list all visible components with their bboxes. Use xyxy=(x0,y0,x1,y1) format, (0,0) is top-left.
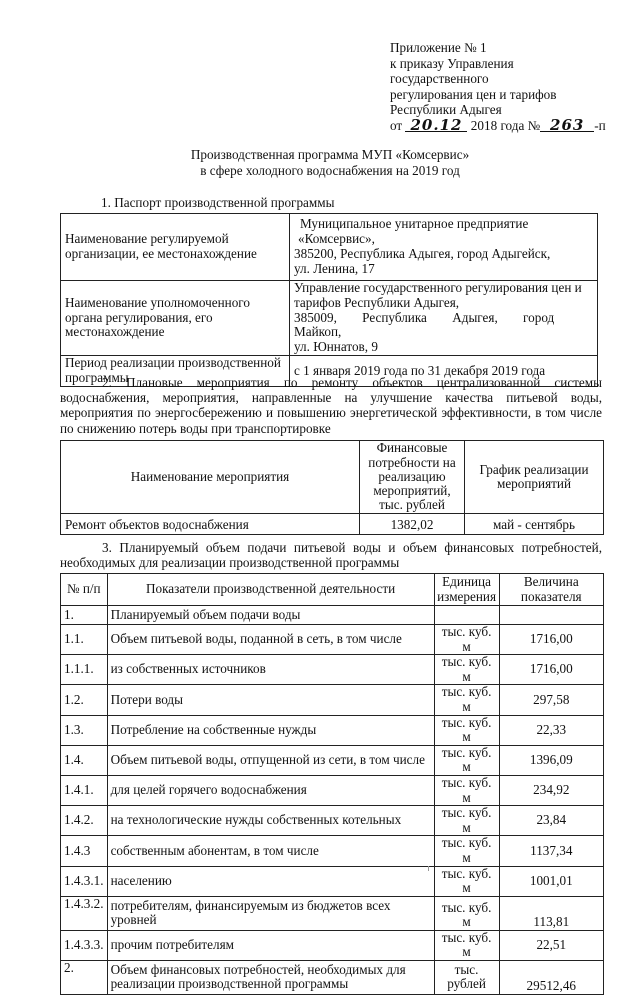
passport-label: Наименование регулируемой организации, ее местонахождение xyxy=(61,214,290,281)
appendix-line: государственного xyxy=(390,71,489,87)
table-row xyxy=(61,715,604,745)
row-number: 1.3. xyxy=(61,715,108,745)
appendix-line: к приказу Управления xyxy=(390,55,514,71)
value-line: ул. Юннатов, 9 xyxy=(294,339,378,355)
passport-value xyxy=(290,214,598,281)
value: 29512,46 xyxy=(499,960,603,994)
value-line: с 1 января 2019 года по 31 декабря 2019 года xyxy=(294,362,546,378)
table-row xyxy=(61,745,604,775)
value: 22,51 xyxy=(499,930,603,960)
section-1-heading: 1. Паспорт производственной программы xyxy=(101,195,335,210)
year-text: 2018 года № xyxy=(470,117,541,133)
table-row xyxy=(61,806,604,836)
value-line: 385009, Республика Адыгея, город Майкоп, xyxy=(294,309,555,340)
table-row xyxy=(61,214,598,281)
unit: тыс. куб. м xyxy=(434,866,499,896)
column-header: Наименование мероприятия xyxy=(61,441,360,514)
table-header-row xyxy=(61,441,604,514)
row-number: 1.4. xyxy=(61,745,108,775)
row-number: 1.4.3 xyxy=(61,836,108,866)
unit: тыс. куб. м xyxy=(434,896,499,930)
row-number: 1.4.3.2. xyxy=(61,896,108,930)
passport-table xyxy=(60,213,598,387)
value: 1716,00 xyxy=(499,625,603,655)
table-row xyxy=(61,896,604,930)
value-line: «Комсервис», xyxy=(298,231,375,247)
order-date-line xyxy=(390,115,630,134)
scan-speck xyxy=(428,866,429,871)
passport-value xyxy=(290,281,598,356)
table-row xyxy=(61,836,604,866)
indicators-table xyxy=(60,573,604,995)
handwritten-date: 20.12 xyxy=(405,119,467,132)
row-number: 1.4.3.1. xyxy=(61,866,108,896)
value: 22,33 xyxy=(499,715,603,745)
passport-label: Период реализации производственной программы xyxy=(61,355,290,386)
row-number: 1.1. xyxy=(61,625,108,655)
appendix-line: Приложение № 1 xyxy=(390,40,487,55)
value-line: Управление государственного регулирования цен и xyxy=(294,280,582,295)
row-number: 1.1.1. xyxy=(61,655,108,685)
value-line: Муниципальное унитарное предприятие xyxy=(300,216,529,232)
number-suffix: -п xyxy=(594,117,606,133)
appendix-header xyxy=(390,40,630,134)
unit: тыс. куб. м xyxy=(434,775,499,805)
table-row xyxy=(61,775,604,805)
row-number: 1.4.1. xyxy=(61,775,108,805)
indicator-name: на технологические нужды собственных котельных xyxy=(107,806,434,836)
table-row xyxy=(61,930,604,960)
measure-schedule: май - сентябрь xyxy=(465,514,604,535)
value: 113,81 xyxy=(499,896,603,930)
unit: тыс. куб. м xyxy=(434,806,499,836)
value: 234,92 xyxy=(499,775,603,805)
unit: тыс. куб. м xyxy=(434,655,499,685)
column-header: № п/п xyxy=(61,574,108,606)
indicator-name: из собственных источников xyxy=(107,655,434,685)
appendix-line: регулирования цен и тарифов xyxy=(390,86,557,102)
unit xyxy=(434,606,499,625)
indicator-name: для целей горячего водоснабжения xyxy=(107,775,434,805)
indicator-name: Потери воды xyxy=(107,685,434,715)
indicator-name: Объем питьевой воды, поданной в сеть, в том числе xyxy=(107,625,434,655)
row-number: 2. xyxy=(61,960,108,994)
value-line: 385200, Республика Адыгея, город Адыгейск, xyxy=(294,246,551,261)
handwritten-order-number: 263 xyxy=(540,119,594,132)
measures-table xyxy=(60,440,604,535)
passport-label: Наименование уполномоченного органа регулирования, его местонахождение xyxy=(61,281,290,356)
table-row xyxy=(61,514,604,535)
measure-name: Ремонт объектов водоснабжения xyxy=(61,514,360,535)
table-row xyxy=(61,866,604,896)
indicator-name: населению xyxy=(107,866,434,896)
value: 1396,09 xyxy=(499,745,603,775)
table-row xyxy=(61,960,604,994)
section-2-paragraph: 2. Плановые мероприятия по ремонту объектов централизованной системы водоснабжения, мероприятия, направленные на улучшение качества питьевой воды, мероприятия по энергосбережению и повышению энергетической эффективности, в том числе по снижению потерь воды при транспортировке xyxy=(60,375,602,436)
indicator-name: Потребление на собственные нужды xyxy=(107,715,434,745)
indicator-name: Объем питьевой воды, отпущенной из сети, в том числе xyxy=(107,745,434,775)
unit: тыс. куб. м xyxy=(434,685,499,715)
measure-amount: 1382,02 xyxy=(360,514,465,535)
column-header: Показатели производственной деятельности xyxy=(107,574,434,606)
appendix-line: Республики Адыгея xyxy=(390,102,502,118)
row-number: 1.2. xyxy=(61,685,108,715)
row-number: 1.4.2. xyxy=(61,806,108,836)
title-line-1: Производственная программа МУП «Комсервис» xyxy=(190,147,470,162)
table-row xyxy=(61,606,604,625)
value: 1001,01 xyxy=(499,866,603,896)
value: 1137,34 xyxy=(499,836,603,866)
indicator-name: Объем финансовых потребностей, необходимых для реализации производственной программы xyxy=(107,960,434,994)
value: 297,58 xyxy=(499,685,603,715)
value xyxy=(499,606,603,625)
date-prefix: от xyxy=(390,117,403,133)
value: 23,84 xyxy=(499,806,603,836)
unit: тыс. куб. м xyxy=(434,745,499,775)
column-header: Единица измерения xyxy=(434,574,499,606)
value-line: ул. Ленина, 17 xyxy=(294,260,375,276)
indicator-name: прочим потребителям xyxy=(107,930,434,960)
column-header: График реализации мероприятий xyxy=(465,441,604,514)
title-line-2: в сфере холодного водоснабжения на 2019 год xyxy=(200,163,460,178)
unit: тыс. рублей xyxy=(434,960,499,994)
indicator-name: потребителям, финансируемым из бюджетов всех уровней xyxy=(107,896,434,930)
unit: тыс. куб. м xyxy=(434,715,499,745)
document-title xyxy=(60,147,600,179)
table-row xyxy=(61,685,604,715)
row-number: 1.4.3.3. xyxy=(61,930,108,960)
unit: тыс. куб. м xyxy=(434,836,499,866)
section-3-paragraph: 3. Планируемый объем подачи питьевой воды и объем финансовых потребностей, необходимых для реализации производственной программы xyxy=(60,540,602,571)
table-row xyxy=(61,655,604,685)
value-line: тарифов Республики Адыгея, xyxy=(294,294,460,310)
table-row xyxy=(61,625,604,655)
indicator-name: Планируемый объем подачи воды xyxy=(107,606,434,625)
table-row xyxy=(61,281,598,356)
indicator-name: собственным абонентам, в том числе xyxy=(107,836,434,866)
row-number: 1. xyxy=(61,606,108,625)
column-header: Финансовые потребности на реализацию мероприятий, тыс. рублей xyxy=(360,441,465,514)
table-header-row xyxy=(61,574,604,606)
value: 1716,00 xyxy=(499,655,603,685)
unit: тыс. куб. м xyxy=(434,625,499,655)
column-header: Величина показателя xyxy=(499,574,603,606)
unit: тыс. куб. м xyxy=(434,930,499,960)
